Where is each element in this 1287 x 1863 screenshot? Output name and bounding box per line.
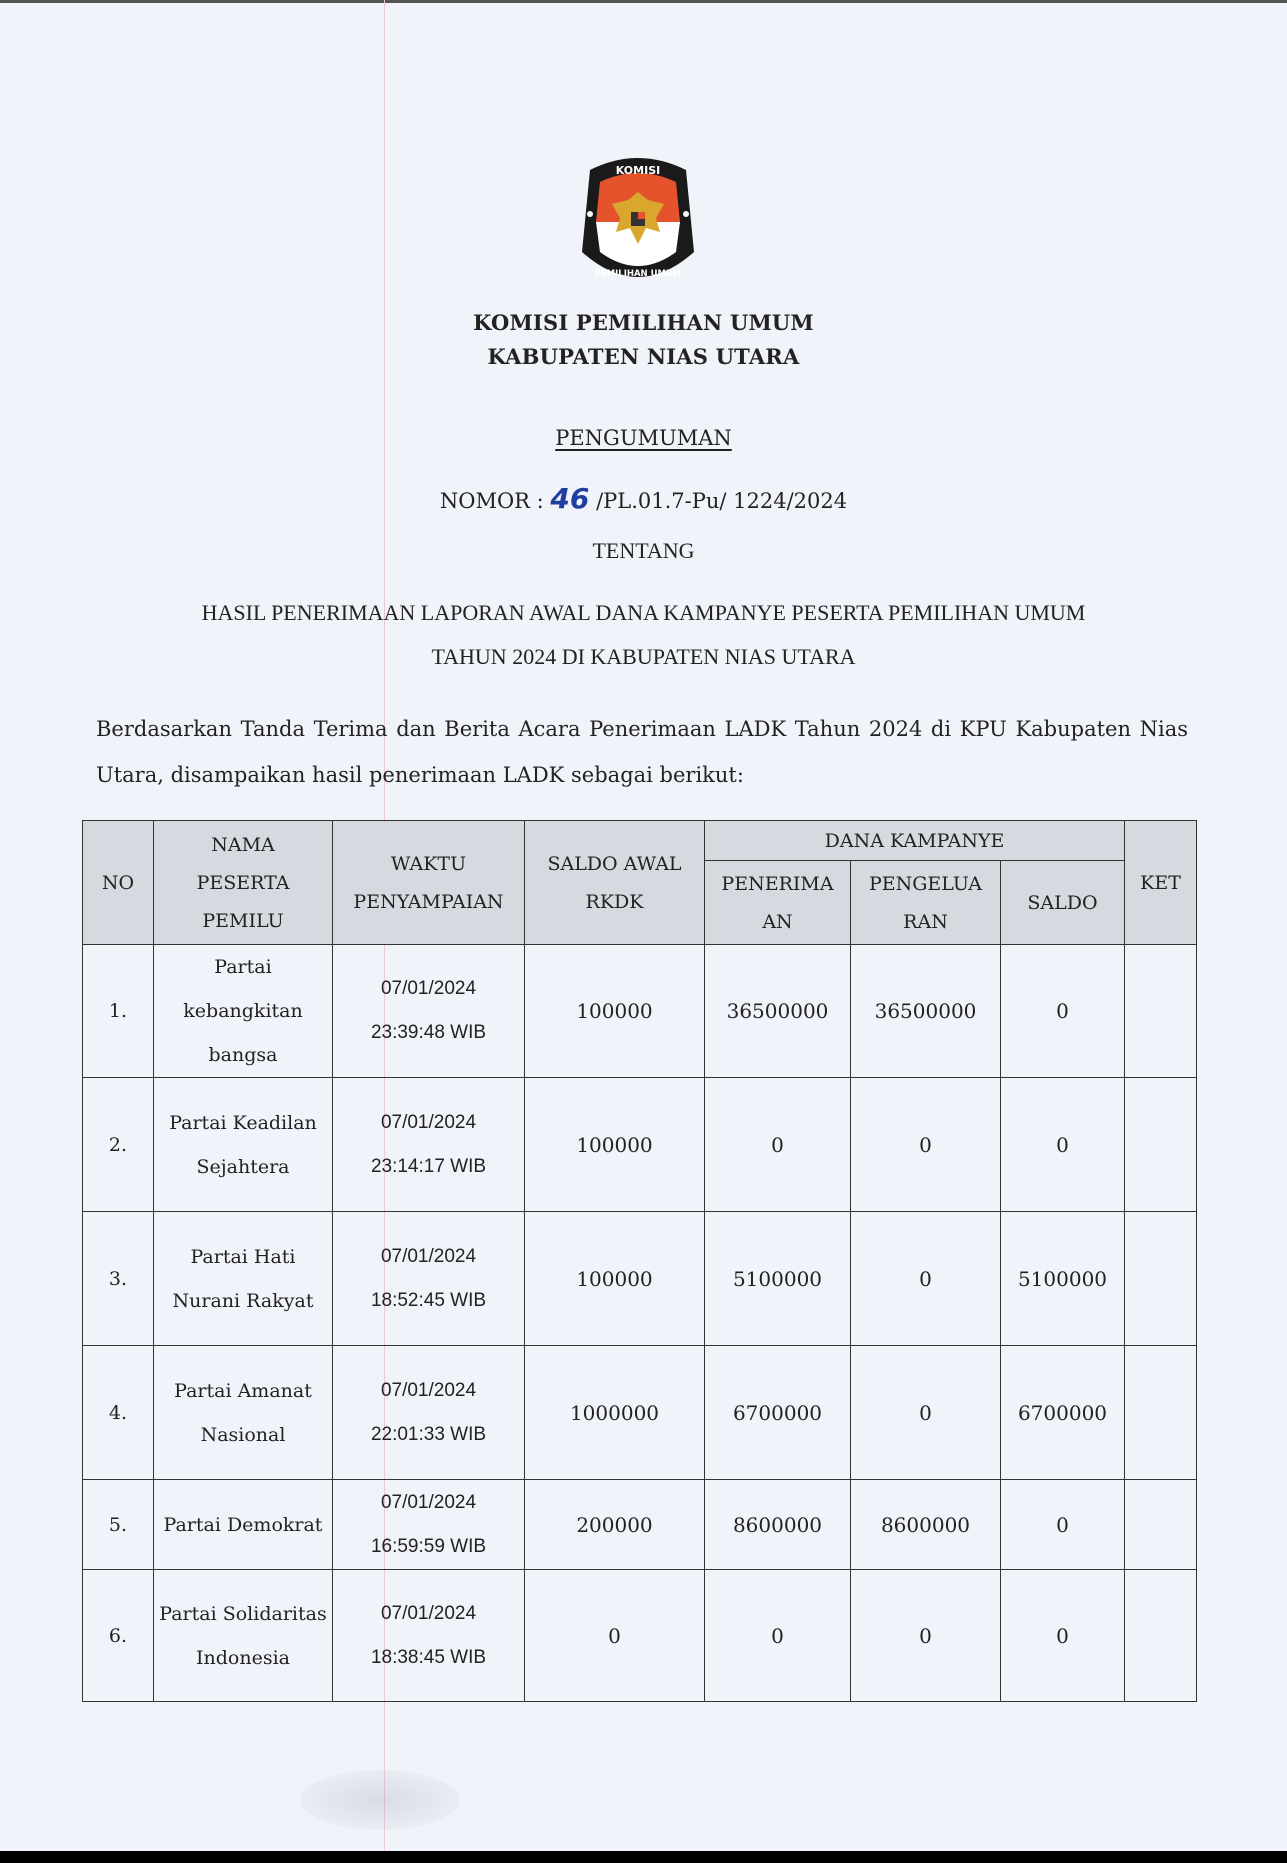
cell-saldo-awal: 200000 xyxy=(525,1480,705,1570)
cell-saldo-awal: 100000 xyxy=(525,1078,705,1212)
org-name-line1: KOMISI PEMILIHAN UMUM xyxy=(473,310,814,335)
cell-penerimaan: 0 xyxy=(705,1570,851,1702)
header-waktu: WAKTU PENYAMPAIAN xyxy=(333,821,525,945)
cell-pengeluaran: 0 xyxy=(851,1346,1001,1480)
cell-nama: Partai Solidaritas Indonesia xyxy=(154,1570,333,1702)
header-saldo: SALDO xyxy=(1001,861,1125,945)
cell-waktu xyxy=(333,1078,525,1212)
cell-pengeluaran: 8600000 xyxy=(851,1480,1001,1570)
logo-text-bottom: PEMILIHAN UMUM xyxy=(594,269,682,279)
cell-jam: 16:59:59 WIB xyxy=(370,1535,487,1557)
cell-saldo-awal: 100000 xyxy=(525,1212,705,1346)
cell-waktu xyxy=(333,1346,525,1480)
cell-saldo-awal: 0 xyxy=(525,1570,705,1702)
document-number xyxy=(0,482,1287,515)
cell-no: 3. xyxy=(83,1212,154,1346)
cell-ket xyxy=(1125,1570,1197,1702)
cell-pengeluaran: 0 xyxy=(851,1212,1001,1346)
table-row xyxy=(83,1480,1197,1570)
cell-pengeluaran: 0 xyxy=(851,1078,1001,1212)
cell-nama: Partai Keadilan Sejahtera xyxy=(154,1078,333,1212)
intro-paragraph: Berdasarkan Tanda Terima dan Berita Acara Penerimaan LADK Tahun 2024 di KPU Kabupaten Nias Utara, disampaikan hasil penerimaan LADK sebagai berikut: xyxy=(96,717,1188,787)
nomor-handwritten: 46 xyxy=(550,482,590,515)
tentang-label: TENTANG xyxy=(592,538,695,563)
cell-nama: Partai Hati Nurani Rakyat xyxy=(154,1212,333,1346)
cell-no: 6. xyxy=(83,1570,154,1702)
cell-ket xyxy=(1125,1480,1197,1570)
scan-bottom-edge xyxy=(0,1851,1287,1863)
cell-pengeluaran: 0 xyxy=(851,1570,1001,1702)
cell-saldo-awal: 1000000 xyxy=(525,1346,705,1480)
cell-ket xyxy=(1125,945,1197,1078)
announcement-title-text: PENGUMUMAN xyxy=(555,426,732,450)
cell-waktu xyxy=(333,1570,525,1702)
nomor-label: NOMOR : xyxy=(439,489,551,513)
cell-penerimaan: 0 xyxy=(705,1078,851,1212)
header-pengeluaran: PENGELUA RAN xyxy=(851,861,1001,945)
cell-tanggal: 07/01/2024 xyxy=(380,1379,477,1401)
cell-penerimaan: 6700000 xyxy=(705,1346,851,1480)
table-row xyxy=(83,1346,1197,1480)
kpu-logo xyxy=(576,152,700,292)
cell-tanggal: 07/01/2024 xyxy=(380,1491,477,1513)
nomor-suffix: /PL.01.7-Pu/ 1224/2024 xyxy=(589,489,848,513)
cell-penerimaan: 5100000 xyxy=(705,1212,851,1346)
header-penerimaan: PENERIMA AN xyxy=(705,861,851,945)
cell-saldo: 0 xyxy=(1001,945,1125,1078)
cell-tanggal: 07/01/2024 xyxy=(380,978,477,999)
cell-ket xyxy=(1125,1212,1197,1346)
cell-saldo: 0 xyxy=(1001,1078,1125,1212)
table-row xyxy=(83,1078,1197,1212)
cell-nama: Partai Amanat Nasional xyxy=(154,1346,333,1480)
header-ket: KET xyxy=(1125,821,1197,945)
cell-waktu xyxy=(333,1212,525,1346)
table-row xyxy=(83,945,1197,1078)
cell-pengeluaran: 36500000 xyxy=(851,945,1001,1078)
cell-waktu xyxy=(333,945,525,1078)
header-nama: NAMA PESERTA PEMILU xyxy=(154,821,333,945)
cell-jam: 18:38:45 WIB xyxy=(370,1646,487,1668)
cell-penerimaan: 8600000 xyxy=(705,1480,851,1570)
table-row xyxy=(83,1570,1197,1702)
announcement-title xyxy=(0,426,1287,450)
cell-saldo-awal: 100000 xyxy=(525,945,705,1078)
cell-saldo: 0 xyxy=(1001,1570,1125,1702)
cell-tanggal: 07/01/2024 xyxy=(380,1245,477,1267)
scan-smudge xyxy=(300,1770,460,1830)
cell-tanggal: 07/01/2024 xyxy=(380,1602,477,1624)
subject-line1: HASIL PENERIMAAN LAPORAN AWAL DANA KAMPANYE PESERTA PEMILIHAN UMUM xyxy=(201,600,1086,625)
cell-no: 1. xyxy=(83,945,154,1078)
cell-jam: 23:39:48 WIB xyxy=(370,1022,487,1043)
cell-tanggal: 07/01/2024 xyxy=(380,1111,477,1133)
table-row xyxy=(83,1212,1197,1346)
header-dana-kampanye: DANA KAMPANYE xyxy=(705,821,1125,861)
cell-no: 4. xyxy=(83,1346,154,1480)
cell-ket xyxy=(1125,1078,1197,1212)
cell-jam: 23:14:17 WIB xyxy=(370,1155,487,1177)
subject-line2: TAHUN 2024 DI KABUPATEN NIAS UTARA xyxy=(431,644,856,669)
cell-nama: Partai Demokrat xyxy=(154,1480,333,1570)
logo-text-top: KOMISI xyxy=(615,164,661,177)
cell-saldo: 5100000 xyxy=(1001,1212,1125,1346)
cell-ket xyxy=(1125,1346,1197,1480)
cell-nama: Partai kebangkitan bangsa xyxy=(154,945,333,1078)
ladk-table xyxy=(82,820,1197,1702)
cell-no: 5. xyxy=(83,1480,154,1570)
cell-waktu xyxy=(333,1480,525,1570)
cell-saldo: 0 xyxy=(1001,1480,1125,1570)
org-name-line2: KABUPATEN NIAS UTARA xyxy=(487,344,800,369)
cell-penerimaan: 36500000 xyxy=(705,945,851,1078)
header-no: NO xyxy=(83,821,154,945)
cell-saldo: 6700000 xyxy=(1001,1346,1125,1480)
cell-jam: 22:01:33 WIB xyxy=(370,1423,487,1445)
header-saldo-awal: SALDO AWAL RKDK xyxy=(525,821,705,945)
scan-top-edge xyxy=(0,0,1287,3)
cell-jam: 18:52:45 WIB xyxy=(370,1289,487,1311)
cell-no: 2. xyxy=(83,1078,154,1212)
